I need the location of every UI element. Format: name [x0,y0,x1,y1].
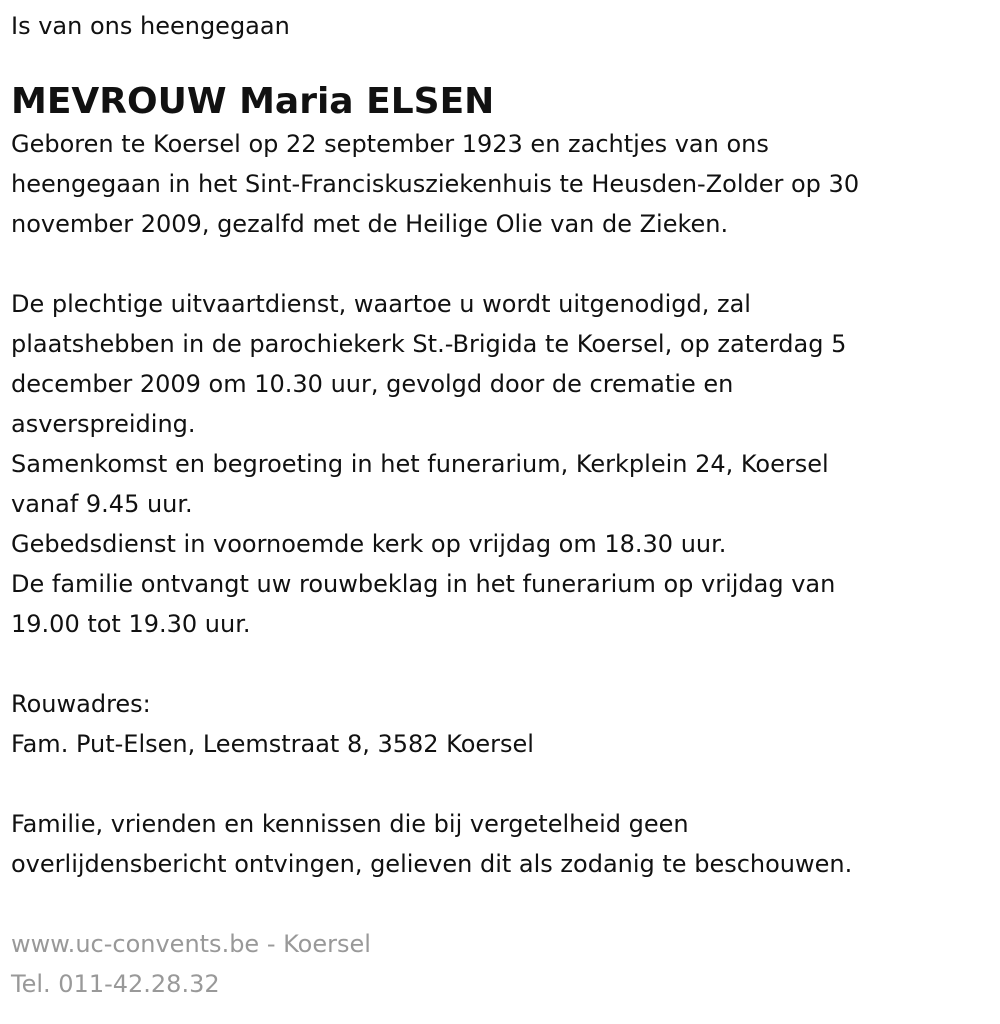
notice-paragraph [11,804,1000,884]
service-line: De familie ontvangt uw rouwbeklag in het funerarium op vrijdag van [11,570,836,598]
intro-text: Is van ons heengegaan [11,12,290,40]
notice-line: overlijdensbericht ontvingen, gelieven dit als zodanig te beschouwen. [11,850,853,878]
spacer [11,764,1000,804]
service-paragraph [11,284,1000,644]
service-line: Samenkomst en begroeting in het funerarium, Kerkplein 24, Koersel [11,450,829,478]
footer [11,924,1000,1004]
spacer [11,884,1000,924]
birth-paragraph [11,124,1000,244]
birth-line: november 2009, gezalfd met de Heilige Olie van de Zieken. [11,210,729,238]
service-line: plaatshebben in de parochiekerk St.-Brigida te Koersel, op zaterdag 5 [11,330,847,358]
service-line: De plechtige uitvaartdienst, waartoe u wordt uitgenodigd, zal [11,290,751,318]
service-line: vanaf 9.45 uur. [11,490,193,518]
address-value: Fam. Put-Elsen, Leemstraat 8, 3582 Koersel [11,730,534,758]
deceased-name: MEVROUW Maria ELSEN [11,81,495,122]
spacer [11,244,1000,284]
notice-line: Familie, vrienden en kennissen die bij vergetelheid geen [11,810,689,838]
service-line: december 2009 om 10.30 uur, gevolgd door de crematie en [11,370,734,398]
address-label: Rouwadres: [11,690,151,718]
service-line: Gebedsdienst in voornoemde kerk op vrijdag om 18.30 uur. [11,530,727,558]
address-block [11,684,1000,764]
spacer [11,644,1000,684]
footer-phone: Tel. 011-42.28.32 [11,970,220,998]
service-line: 19.00 tot 19.30 uur. [11,610,251,638]
birth-line: Geboren te Koersel op 22 september 1923 en zachtjes van ons [11,130,769,158]
birth-line: heengegaan in het Sint-Franciskusziekenhuis te Heusden-Zolder op 30 [11,170,860,198]
footer-website: www.uc-convents.be - Koersel [11,930,371,958]
service-line: asverspreiding. [11,410,196,438]
